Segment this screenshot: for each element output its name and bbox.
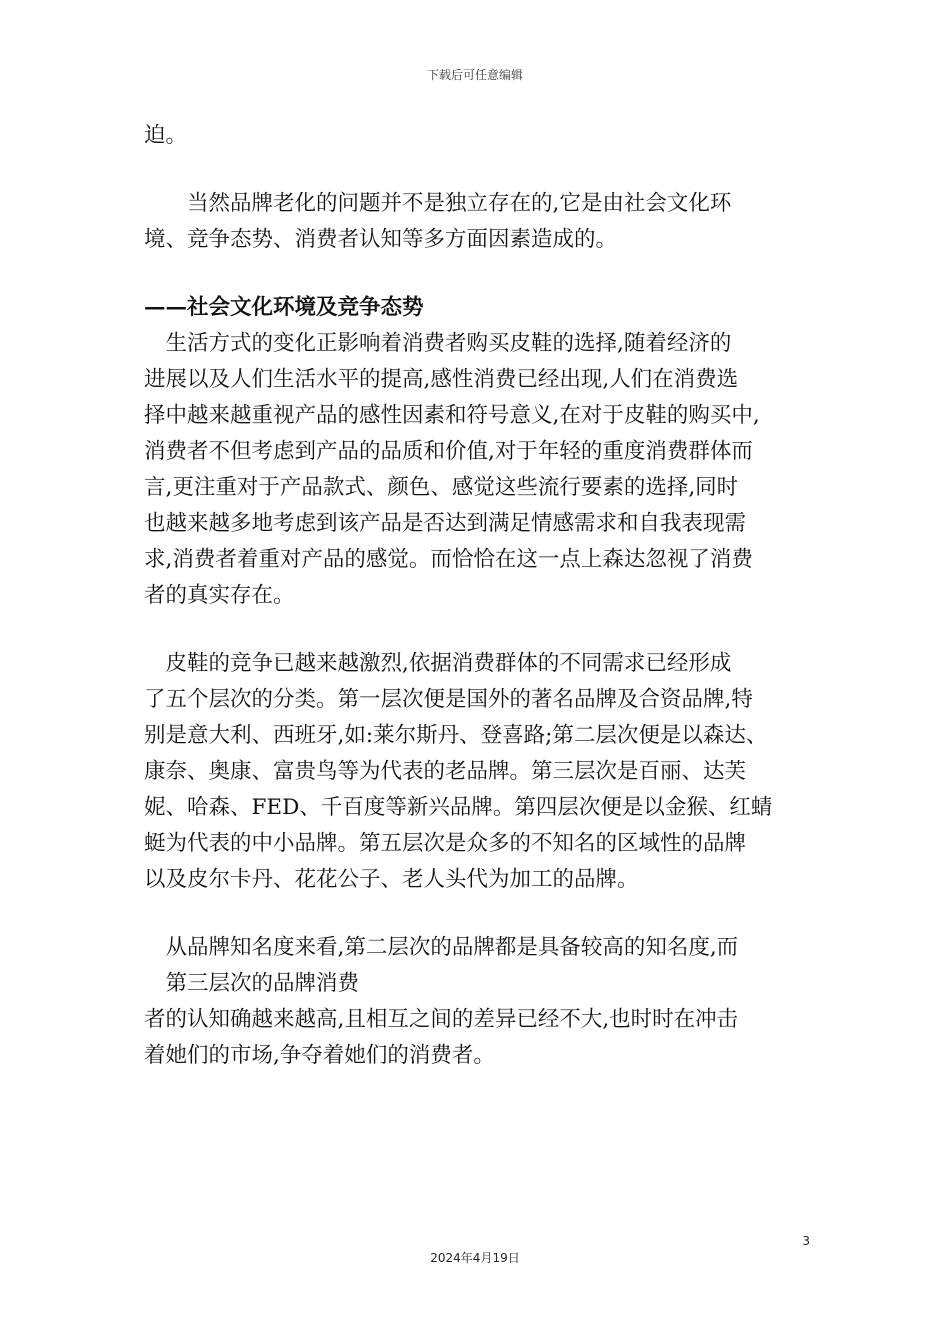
section-heading: ——社会文化环境及竞争态势 (144, 295, 424, 320)
text-line: 皮鞋的竞争已越来越激烈,依据消费群体的不同需求已经形成 (144, 651, 732, 676)
text-line: 妮、哈森、FED、千百度等新兴品牌。第四层次便是以金猴、红蜻 (144, 795, 773, 820)
text-line: 第三层次的品牌消费 (144, 971, 360, 996)
text-line: 别是意大利、西班牙,如:莱尔斯丹、登喜路;第二层次便是以森达、 (144, 723, 768, 748)
text-line: 迫。 (144, 123, 188, 148)
text-line: 者的真实存在。 (144, 583, 295, 608)
document-body (144, 118, 834, 1074)
text-line: 言,更注重对于产品款式、颜色、感觉这些流行要素的选择,同时 (144, 475, 739, 500)
text-line: 了五个层次的分类。第一层次便是国外的著名品牌及合资品牌,特 (144, 687, 753, 712)
footer-date: 2024年4月19日 (430, 1251, 520, 1265)
text-line: 消费者不但考虑到产品的品质和价值,对于年轻的重度消费群体而 (144, 439, 753, 464)
text-line: 择中越来越重视产品的感性因素和符号意义,在对于皮鞋的购买中, (144, 403, 760, 428)
paragraph-continuation (144, 118, 834, 154)
text-line: 求,消费者着重对产品的感觉。而恰恰在这一点上森达忽视了消费 (144, 547, 753, 572)
paragraph-lifestyle (144, 326, 834, 614)
page-number: 3 (802, 1234, 810, 1248)
text-line: 着她们的市场,争夺着她们的消费者。 (144, 1043, 495, 1068)
text-line: 蜓为代表的中小品牌。第五层次是众多的不知名的区域性的品牌 (144, 831, 747, 856)
paragraph-competition (144, 646, 834, 898)
paragraph-brand-awareness (144, 930, 834, 1074)
text-line: 进展以及人们生活水平的提高,感性消费已经出现,人们在消费选 (144, 367, 739, 392)
page-header: 下载后可任意编辑 (426, 68, 523, 82)
text-line: 也越来越多地考虑到该产品是否达到满足情感需求和自我表现需 (144, 511, 747, 536)
text-line: 以及皮尔卡丹、花花公子、老人头代为加工的品牌。 (144, 867, 639, 892)
text-line: 康奈、奥康、富贵鸟等为代表的老品牌。第三层次是百丽、达芙 (144, 759, 747, 784)
text-line: 境、竞争态势、消费者认知等多方面因素造成的。 (144, 227, 618, 252)
paragraph-brand-aging (144, 186, 834, 258)
text-line: 生活方式的变化正影响着消费者购买皮鞋的选择,随着经济的 (144, 331, 732, 356)
text-line: 者的认知确越来越高,且相互之间的差异已经不大,也时时在冲击 (144, 1007, 739, 1032)
text-line: 当然品牌老化的问题并不是独立存在的,它是由社会文化环 (144, 191, 732, 216)
text-line: 从品牌知名度来看,第二层次的品牌都是具备较高的知名度,而 (144, 935, 739, 960)
